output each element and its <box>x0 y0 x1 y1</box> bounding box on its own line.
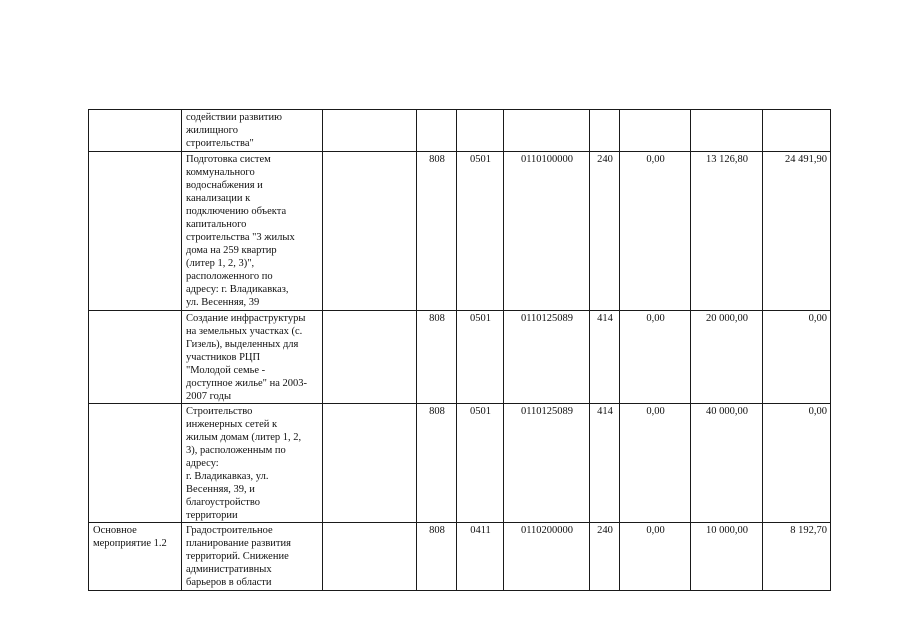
description-cell: Строительство инженерных сетей к жилым домам (литер 1, 2, 3), расположенным по адресу: г. Владикавказ, ул. Весенняя, 39, и благоустройство территории <box>182 404 323 523</box>
target-article-cell: 0110125089 <box>504 404 590 523</box>
blank-cell <box>323 152 417 311</box>
row-label-cell <box>89 404 182 523</box>
amount-3-cell: 24 491,90 <box>763 152 831 311</box>
section-cell: 0501 <box>457 311 504 404</box>
grbs-cell: 808 <box>417 311 457 404</box>
table-row <box>89 152 831 311</box>
row-label-cell <box>89 311 182 404</box>
blank-cell <box>323 404 417 523</box>
section-cell: 0501 <box>457 152 504 311</box>
description-cell: Градостроительное планирование развития территорий. Снижение административных барьеров в области <box>182 523 323 591</box>
amount-1-cell: 0,00 <box>620 404 691 523</box>
table-row <box>89 110 831 152</box>
description-cell: Создание инфраструктуры на земельных участках (с. Гизель), выделенных для участников РЦП "Молодой семье - доступное жилье" на 2003- 2007 годы <box>182 311 323 404</box>
amount-2-cell: 20 000,00 <box>691 311 763 404</box>
amount-2-cell: 10 000,00 <box>691 523 763 591</box>
description-cell: Подготовка систем коммунального водоснабжения и канализации к подключению объекта капитального строительства "3 жилых дома на 259 квартир (литер 1, 2, 3)", расположенного по адресу: г. Владикавказ, ул. Весенняя, 39 <box>182 152 323 311</box>
row-label-cell <box>89 152 182 311</box>
blank-cell <box>323 523 417 591</box>
section-cell: 0501 <box>457 404 504 523</box>
row-label-cell <box>89 110 182 152</box>
target-article-cell: 0110125089 <box>504 311 590 404</box>
description-cell: содействии развитию жилищного строительства" <box>182 110 323 152</box>
grbs-cell: 808 <box>417 523 457 591</box>
amount-1-cell: 0,00 <box>620 152 691 311</box>
amount-2-cell: 13 126,80 <box>691 152 763 311</box>
table-row <box>89 523 831 591</box>
grbs-cell: 808 <box>417 404 457 523</box>
amount-2-cell: 40 000,00 <box>691 404 763 523</box>
amount-3-cell: 0,00 <box>763 311 831 404</box>
amount-1-cell: 0,00 <box>620 311 691 404</box>
target-article-cell: 0110200000 <box>504 523 590 591</box>
section-cell <box>457 110 504 152</box>
amount-3-cell: 8 192,70 <box>763 523 831 591</box>
amount-3-cell: 0,00 <box>763 404 831 523</box>
grbs-cell: 808 <box>417 152 457 311</box>
expense-type-cell: 240 <box>590 152 620 311</box>
amount-1-cell <box>620 110 691 152</box>
grbs-cell <box>417 110 457 152</box>
amount-1-cell: 0,00 <box>620 523 691 591</box>
target-article-cell <box>504 110 590 152</box>
amount-2-cell <box>691 110 763 152</box>
amount-3-cell <box>763 110 831 152</box>
target-article-cell: 0110100000 <box>504 152 590 311</box>
expense-type-cell <box>590 110 620 152</box>
blank-cell <box>323 110 417 152</box>
expense-type-cell: 240 <box>590 523 620 591</box>
budget-table <box>88 109 831 591</box>
blank-cell <box>323 311 417 404</box>
table-row <box>89 404 831 523</box>
expense-type-cell: 414 <box>590 311 620 404</box>
expense-type-cell: 414 <box>590 404 620 523</box>
table-row <box>89 311 831 404</box>
row-label-cell: Основное мероприятие 1.2 <box>89 523 182 591</box>
section-cell: 0411 <box>457 523 504 591</box>
